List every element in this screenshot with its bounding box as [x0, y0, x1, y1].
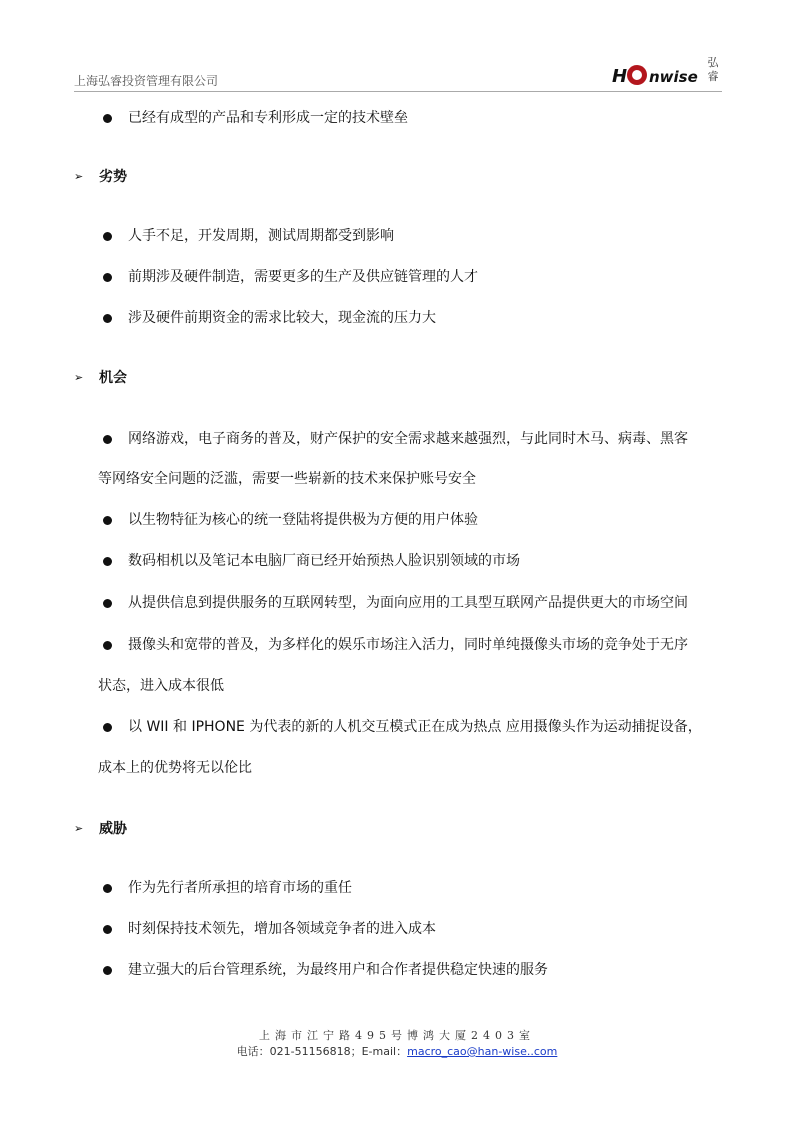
list-item-text: 前期涉及硬件制造，需要更多的生产及供应链管理的人才	[128, 269, 478, 285]
list-item-continuation	[0, 757, 794, 779]
logo-chinese: 弘睿	[707, 56, 719, 83]
list-item	[0, 107, 794, 129]
logo-letter: H	[612, 66, 628, 87]
list-item	[0, 428, 794, 450]
bullet-icon	[103, 599, 112, 608]
list-item	[0, 509, 794, 531]
list-item	[0, 266, 794, 288]
footer-contact	[0, 1043, 794, 1059]
list-item-text: 成本上的优势将无以伦比	[98, 760, 252, 776]
bullet-icon	[103, 723, 112, 732]
list-item	[0, 959, 794, 981]
arrow-bullet-icon: ➢	[74, 170, 84, 183]
list-item-text: 摄像头和宽带的普及，为多样化的娱乐市场注入活力，同时单纯摄像头市场的竞争处于无序	[128, 637, 688, 653]
arrow-bullet-icon: ➢	[74, 822, 84, 835]
list-item-text: 从提供信息到提供服务的互联网转型，为面向应用的工具型互联网产品提供更大的市场空间	[128, 595, 688, 611]
list-item	[0, 877, 794, 899]
list-item-text: 数码相机以及笔记本电脑厂商已经开始预热人脸识别领域的市场	[128, 553, 520, 569]
footer-email-link[interactable]: macro_cao@han-wise..com	[407, 1045, 558, 1058]
bullet-icon	[103, 516, 112, 525]
section-heading-opportunity	[0, 367, 794, 389]
list-item-text: 状态，进入成本很低	[98, 678, 224, 694]
bullet-icon	[103, 641, 112, 650]
list-item-text: 作为先行者所承担的培育市场的重任	[128, 880, 352, 896]
list-item	[0, 634, 794, 656]
company-name: 上海弘睿投资管理有限公司	[74, 74, 219, 88]
list-item-text: 建立强大的后台管理系统，为最终用户和合作者提供稳定快速的服务	[128, 962, 548, 978]
page-header	[74, 56, 722, 92]
bullet-icon	[103, 314, 112, 323]
list-item-text: 以 WII 和 IPHONE 为代表的新的人机交互模式正在成为热点 应用摄像头作为运动捕捉设备，	[128, 719, 702, 735]
list-item-text: 已经有成型的产品和专利形成一定的技术壁垒	[128, 110, 408, 126]
section-title: 劣势	[99, 169, 127, 185]
section-title: 威胁	[99, 821, 127, 837]
bullet-icon	[103, 884, 112, 893]
list-item	[0, 592, 794, 614]
footer-address: 上海市江宁路495号博鸿大厦2403室	[259, 1029, 535, 1042]
footer-phone: 电话：021-51156818；E-mail：	[236, 1045, 408, 1058]
list-item-continuation	[0, 675, 794, 697]
list-item	[0, 550, 794, 572]
list-item	[0, 225, 794, 247]
list-item-text: 涉及硬件前期资金的需求比较大，现金流的压力大	[128, 310, 436, 326]
bullet-icon	[103, 435, 112, 444]
arrow-bullet-icon: ➢	[74, 371, 84, 384]
list-item-text: 等网络安全问题的泛滥，需要一些崭新的技术来保护账号安全	[98, 471, 476, 487]
section-heading-weakness	[0, 166, 794, 188]
list-item	[0, 716, 794, 738]
bullet-icon	[103, 557, 112, 566]
logo-ring-icon	[627, 65, 647, 85]
bullet-icon	[103, 925, 112, 934]
bullet-icon	[103, 273, 112, 282]
list-item-text: 以生物特征为核心的统一登陆将提供极为方便的用户体验	[128, 512, 478, 528]
list-item	[0, 918, 794, 940]
bullet-icon	[103, 232, 112, 241]
list-item-text: 时刻保持技术领先，增加各领域竞争者的进入成本	[128, 921, 436, 937]
header-divider	[74, 91, 722, 92]
list-item-text: 网络游戏，电子商务的普及，财产保护的安全需求越来越强烈，与此同时木马、病毒、黑客	[128, 431, 688, 447]
list-item-text: 人手不足，开发周期，测试周期都受到影响	[128, 228, 394, 244]
company-logo	[612, 56, 722, 90]
list-item	[0, 307, 794, 329]
list-item-continuation	[0, 468, 794, 490]
bullet-icon	[103, 966, 112, 975]
section-title: 机会	[99, 370, 127, 386]
logo-word: nwise	[649, 68, 698, 86]
bullet-icon	[103, 114, 112, 123]
section-heading-threat	[0, 818, 794, 840]
